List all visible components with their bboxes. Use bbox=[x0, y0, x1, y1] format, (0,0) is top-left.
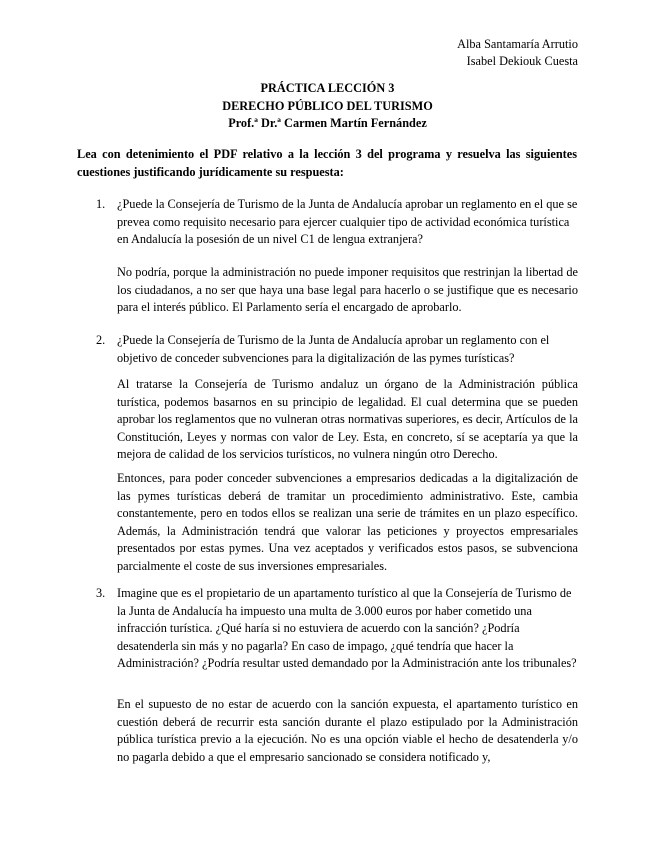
question-3 bbox=[96, 585, 578, 673]
title-professor: Prof.ª Dr.ª Carmen Martín Fernández bbox=[228, 116, 427, 130]
question-number: 2. bbox=[96, 333, 106, 347]
question-2 bbox=[96, 332, 578, 367]
question-text: ¿Puede la Consejería de Turismo de la Junta de Andalucía aprobar un reglamento con el objetivo de conceder subvenciones para la digitalización de las pymes turísticas? bbox=[117, 333, 550, 365]
title-line: DERECHO PÚBLICO DEL TURISMO bbox=[222, 98, 433, 113]
question-1 bbox=[96, 196, 578, 249]
answer-1: No podría, porque la administración no puede imponer requisitos que restrinjan la libertad de los ciudadanos, a no ser que haya una base legal para hacerlo o se justifique que es necesario para el interés público. El Parlamento sería el encargado de aprobarlo. bbox=[117, 265, 578, 314]
author-name: Alba Santamaría Arrutio bbox=[457, 37, 578, 51]
question-number: 1. bbox=[96, 197, 106, 211]
question-text: ¿Puede la Consejería de Turismo de la Junta de Andalucía aprobar un reglamento en el que se prevea como requisito necesario para ejercer cualquier tipo de actividad económica turística en Andalucía la posesión de un nivel C1 de lengua extranjera? bbox=[117, 197, 578, 246]
title-line: PRÁCTICA LECCIÓN 3 bbox=[260, 81, 395, 95]
question-text: Imagine que es el propietario de un apartamento turístico al que la Consejería de Turismo de la Junta de Andalucía ha impuesto una multa de 3.000 euros por haber cometido una infracción turística. ¿Qué haría si no estuviera de acuerdo con la sanción? ¿Podría desatenderla sin más y no pagarla? En caso de impago, ¿qué tendría que hacer la Administración? ¿Podría resultar usted demandado por la Administración ante los tribunales? bbox=[117, 586, 577, 670]
answer-2-paragraph-2: Entonces, para poder conceder subvenciones a empresarios dedicadas a la digitalización de las pymes turísticas deberá de tramitar un procedimiento administrativo. Este, cambia constantemente, pero en todos ellos se realizan una serie de trámites en un plazo específico. Además, la Administración tendrá que valorar las peticiones y proyectos empresariales presentados por estas pymes. Una vez aceptados y verificados estos pasos, se subvenciona parcialmente el coste de sus inversiones empresariales. bbox=[117, 471, 578, 573]
answer-2-paragraph-1: Al tratarse la Consejería de Turismo andaluz un órgano de la Administración pública turística, podemos basarnos en su principio de legalidad. El cual determina que se pueden aprobar los reglamentos que no vulneran otras normativas superiores, es decir, Artículos de la Constitución, Leyes y normas con valor de Ley. Esta, en concreto, sí se aceptaría ya que la mejora de calidad de los servicios turísticos, no vulnera ningún otro Derecho. bbox=[117, 377, 578, 461]
question-number: 3. bbox=[96, 586, 106, 600]
authors-block bbox=[457, 36, 578, 70]
document-title bbox=[0, 80, 655, 133]
author-name: Isabel Dekiouk Cuesta bbox=[466, 54, 578, 68]
answer-3: En el supuesto de no estar de acuerdo con la sanción expuesta, el apartamento turístico en cuestión deberá de recurrir esta sanción durante el plazo estipulado por la Administración pública turística previo a la ejecución. No es una opción viable el hecho de desatenderla y/o no pagarla debido a que el empresario sancionado se considera notificado y, bbox=[117, 697, 578, 764]
instructions: Lea con detenimiento el PDF relativo a la lección 3 del programa y resuelva las siguientes cuestiones justificando jurídicamente su respuesta: bbox=[77, 147, 577, 179]
